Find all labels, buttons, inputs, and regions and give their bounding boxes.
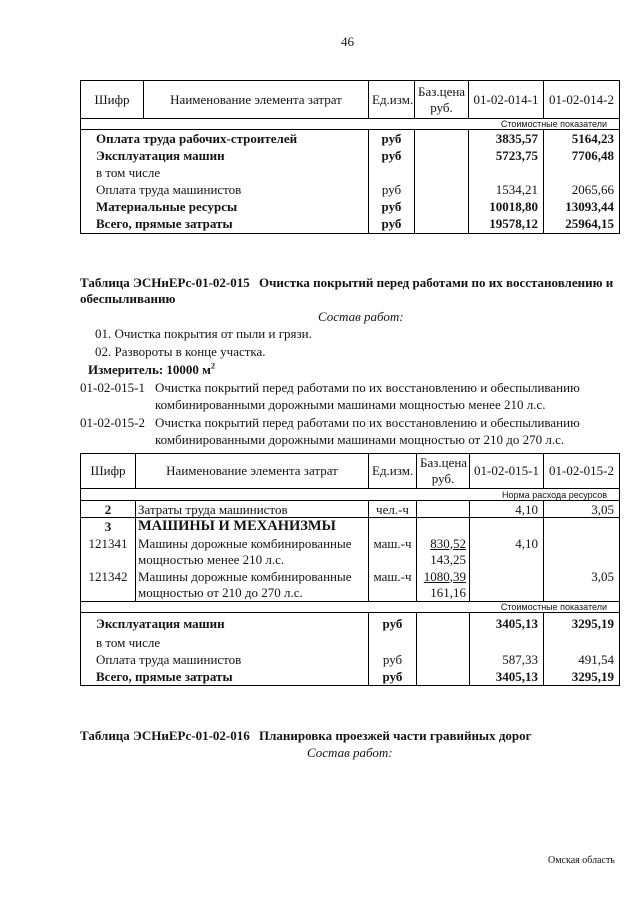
row-value-col1: 3405,13 bbox=[470, 668, 544, 686]
section-cost-label: Стоимостные показатели bbox=[81, 602, 620, 613]
table-row bbox=[81, 164, 620, 181]
row-value-col2: 13093,44 bbox=[544, 198, 620, 215]
row-base-price bbox=[417, 634, 470, 651]
table-row bbox=[81, 198, 620, 215]
table-row bbox=[81, 181, 620, 198]
table-row bbox=[81, 147, 620, 164]
row-value-col2 bbox=[544, 536, 620, 569]
footer-region: Омская область bbox=[548, 855, 615, 866]
table-row bbox=[81, 634, 620, 651]
row-unit bbox=[369, 518, 417, 536]
table-row bbox=[81, 536, 620, 569]
row-unit: руб bbox=[369, 130, 415, 147]
table-row bbox=[81, 215, 620, 234]
table-row bbox=[81, 613, 620, 634]
variant-item bbox=[80, 414, 610, 448]
header-col2: 01-02-015-2 bbox=[544, 454, 620, 489]
row-code: 121342 bbox=[81, 569, 136, 602]
table-row bbox=[81, 569, 620, 602]
row-value-col1 bbox=[470, 518, 544, 536]
variant-code: 01-02-015-2 bbox=[80, 415, 145, 430]
header-base-price bbox=[417, 454, 470, 489]
work-item: 01. Очистка покрытия от пыли и грязи. bbox=[95, 326, 312, 341]
row-value-col2: 5164,23 bbox=[544, 130, 620, 147]
section-cost-label: Стоимостные показатели bbox=[81, 119, 620, 130]
row-name: Всего, прямые затраты bbox=[81, 215, 369, 234]
variant-text: Очистка покрытий перед работами по их восстановлению и обеспыливанию комбинированными дорожными машинами мощностью менее 210 л.с. bbox=[155, 380, 580, 412]
row-group-name: МАШИНЫ И МЕХАНИЗМЫ bbox=[136, 518, 369, 536]
row-unit: руб bbox=[369, 198, 415, 215]
header-code: Шифр bbox=[81, 81, 144, 119]
table-row bbox=[81, 668, 620, 686]
row-value-col2: 3,05 bbox=[544, 501, 620, 518]
table-title-015 bbox=[80, 275, 630, 307]
header-col1: 01-02-014-1 bbox=[469, 81, 544, 119]
row-name: Материальные ресурсы bbox=[81, 198, 369, 215]
row-unit: чел.-ч bbox=[369, 501, 417, 518]
table-title-text: Очистка покрытий перед работами по их восстановлению и обеспыливанию bbox=[80, 275, 614, 306]
row-unit: руб bbox=[369, 215, 415, 234]
row-value-col1: 1534,21 bbox=[469, 181, 544, 198]
header-col1: 01-02-015-1 bbox=[470, 454, 544, 489]
row-name: в том числе bbox=[81, 634, 369, 651]
row-base-price bbox=[415, 164, 469, 181]
row-name: Всего, прямые затраты bbox=[81, 668, 369, 686]
row-base-price bbox=[415, 147, 469, 164]
row-value-col1: 5723,75 bbox=[469, 147, 544, 164]
variant-code: 01-02-015-1 bbox=[80, 380, 145, 395]
header-base-price bbox=[415, 81, 469, 119]
row-base-price bbox=[415, 181, 469, 198]
row-value-col1: 10018,80 bbox=[469, 198, 544, 215]
header-col2: 01-02-014-2 bbox=[544, 81, 620, 119]
table-header-row bbox=[81, 454, 620, 489]
row-unit: руб bbox=[369, 613, 417, 634]
row-base-price bbox=[417, 518, 470, 536]
section-norm-label: Норма расхода ресурсов bbox=[81, 489, 620, 501]
cost-table-01-02-015 bbox=[80, 453, 620, 686]
header-base-price-line1: Баз.цена bbox=[418, 83, 466, 99]
variant-text: Очистка покрытий перед работами по их восстановлению и обеспыливанию комбинированными дорожными машинами мощностью от 210 до 270 л.с. bbox=[155, 415, 580, 447]
measure-unit bbox=[88, 362, 215, 378]
header-unit: Ед.изм. bbox=[369, 454, 417, 489]
row-unit: руб bbox=[369, 181, 415, 198]
row-unit: руб bbox=[369, 147, 415, 164]
row-value-col1 bbox=[470, 634, 544, 651]
row-base-price bbox=[415, 130, 469, 147]
row-unit: маш.-ч bbox=[369, 536, 417, 569]
row-unit: руб bbox=[369, 668, 417, 686]
row-value-col2: 491,54 bbox=[544, 651, 620, 668]
table-header-row bbox=[81, 81, 620, 119]
header-base-price-line2: руб. bbox=[431, 471, 455, 486]
header-name: Наименование элемента затрат bbox=[144, 81, 369, 119]
row-name: Эксплуатация машин bbox=[81, 613, 369, 634]
row-value-col1: 3835,57 bbox=[469, 130, 544, 147]
row-value-col2: 3,05 bbox=[544, 569, 620, 602]
work-heading: Состав работ: bbox=[318, 309, 404, 324]
row-name: Затраты труда машинистов bbox=[136, 501, 369, 518]
row-value-col1: 4,10 bbox=[470, 501, 544, 518]
row-base-price bbox=[415, 198, 469, 215]
row-value-col1: 4,10 bbox=[470, 536, 544, 569]
row-name: Машины дорожные комбинированные мощностью менее 210 л.с. bbox=[136, 536, 369, 569]
table-title-code: Таблица ЭСНиЕРс-01-02-015 bbox=[80, 275, 250, 290]
section-row bbox=[81, 602, 620, 613]
row-name: Оплата труда машинистов bbox=[81, 651, 369, 668]
row-value-col1: 19578,12 bbox=[469, 215, 544, 234]
row-unit bbox=[369, 164, 415, 181]
row-base-price bbox=[417, 651, 470, 668]
row-base-price bbox=[415, 215, 469, 234]
row-value-col2: 3295,19 bbox=[544, 668, 620, 686]
row-name: Эксплуатация машин bbox=[81, 147, 369, 164]
header-base-price-line2: руб. bbox=[430, 99, 453, 115]
header-name: Наименование элемента затрат bbox=[136, 454, 369, 489]
table-title-text: Планировка проезжей части гравийных дорог bbox=[258, 728, 532, 743]
row-value-col1 bbox=[469, 164, 544, 181]
row-base-price bbox=[417, 613, 470, 634]
measure-label: Измеритель: 10000 м bbox=[88, 362, 212, 377]
row-value-col2 bbox=[544, 518, 620, 536]
section-row bbox=[81, 489, 620, 501]
page-number: 46 bbox=[341, 34, 354, 49]
row-code: 3 bbox=[81, 518, 136, 536]
row-value-col2: 7706,48 bbox=[544, 147, 620, 164]
cost-table-01-02-014 bbox=[80, 80, 620, 234]
row-unit bbox=[369, 634, 417, 651]
base-price-wage: 143,25 bbox=[430, 551, 466, 567]
row-unit: маш.-ч bbox=[369, 569, 417, 602]
row-value-col2 bbox=[544, 634, 620, 651]
variant-item bbox=[80, 379, 610, 413]
table-row bbox=[81, 501, 620, 518]
row-name: Оплата труда машинистов bbox=[81, 181, 369, 198]
row-value-col2: 2065,66 bbox=[544, 181, 620, 198]
header-code: Шифр bbox=[81, 454, 136, 489]
row-code: 121341 bbox=[81, 536, 136, 569]
row-value-col2: 25964,15 bbox=[544, 215, 620, 234]
measure-superscript: 2 bbox=[211, 361, 216, 371]
work-heading: Состав работ: bbox=[307, 745, 393, 760]
row-name: Оплата труда рабочих-строителей bbox=[81, 130, 369, 147]
row-code: 2 bbox=[81, 501, 136, 518]
row-value-col2: 3295,19 bbox=[544, 613, 620, 634]
row-base-price bbox=[417, 536, 470, 569]
table-title-code: Таблица ЭСНиЕРс-01-02-016 bbox=[80, 728, 250, 743]
row-value-col1: 3405,13 bbox=[470, 613, 544, 634]
base-price-value: 1080,39 bbox=[423, 568, 466, 584]
row-name: в том числе bbox=[81, 164, 369, 181]
row-value-col1: 587,33 bbox=[470, 651, 544, 668]
row-base-price bbox=[417, 668, 470, 686]
base-price-value: 830,52 bbox=[430, 535, 466, 551]
table-row bbox=[81, 130, 620, 147]
work-item: 02. Развороты в конце участка. bbox=[95, 344, 266, 359]
header-base-price-line1: Баз.цена bbox=[420, 455, 468, 470]
header-unit: Ед.изм. bbox=[369, 81, 415, 119]
row-name: Машины дорожные комбинированные мощностью от 210 до 270 л.с. bbox=[136, 569, 369, 602]
row-base-price bbox=[417, 569, 470, 602]
row-base-price bbox=[417, 501, 470, 518]
table-row bbox=[81, 651, 620, 668]
section-row bbox=[81, 119, 620, 130]
row-value-col2 bbox=[544, 164, 620, 181]
base-price-wage: 161,16 bbox=[430, 584, 466, 600]
table-title-016 bbox=[80, 728, 630, 744]
row-value-col1 bbox=[470, 569, 544, 602]
table-row bbox=[81, 518, 620, 536]
row-unit: руб bbox=[369, 651, 417, 668]
